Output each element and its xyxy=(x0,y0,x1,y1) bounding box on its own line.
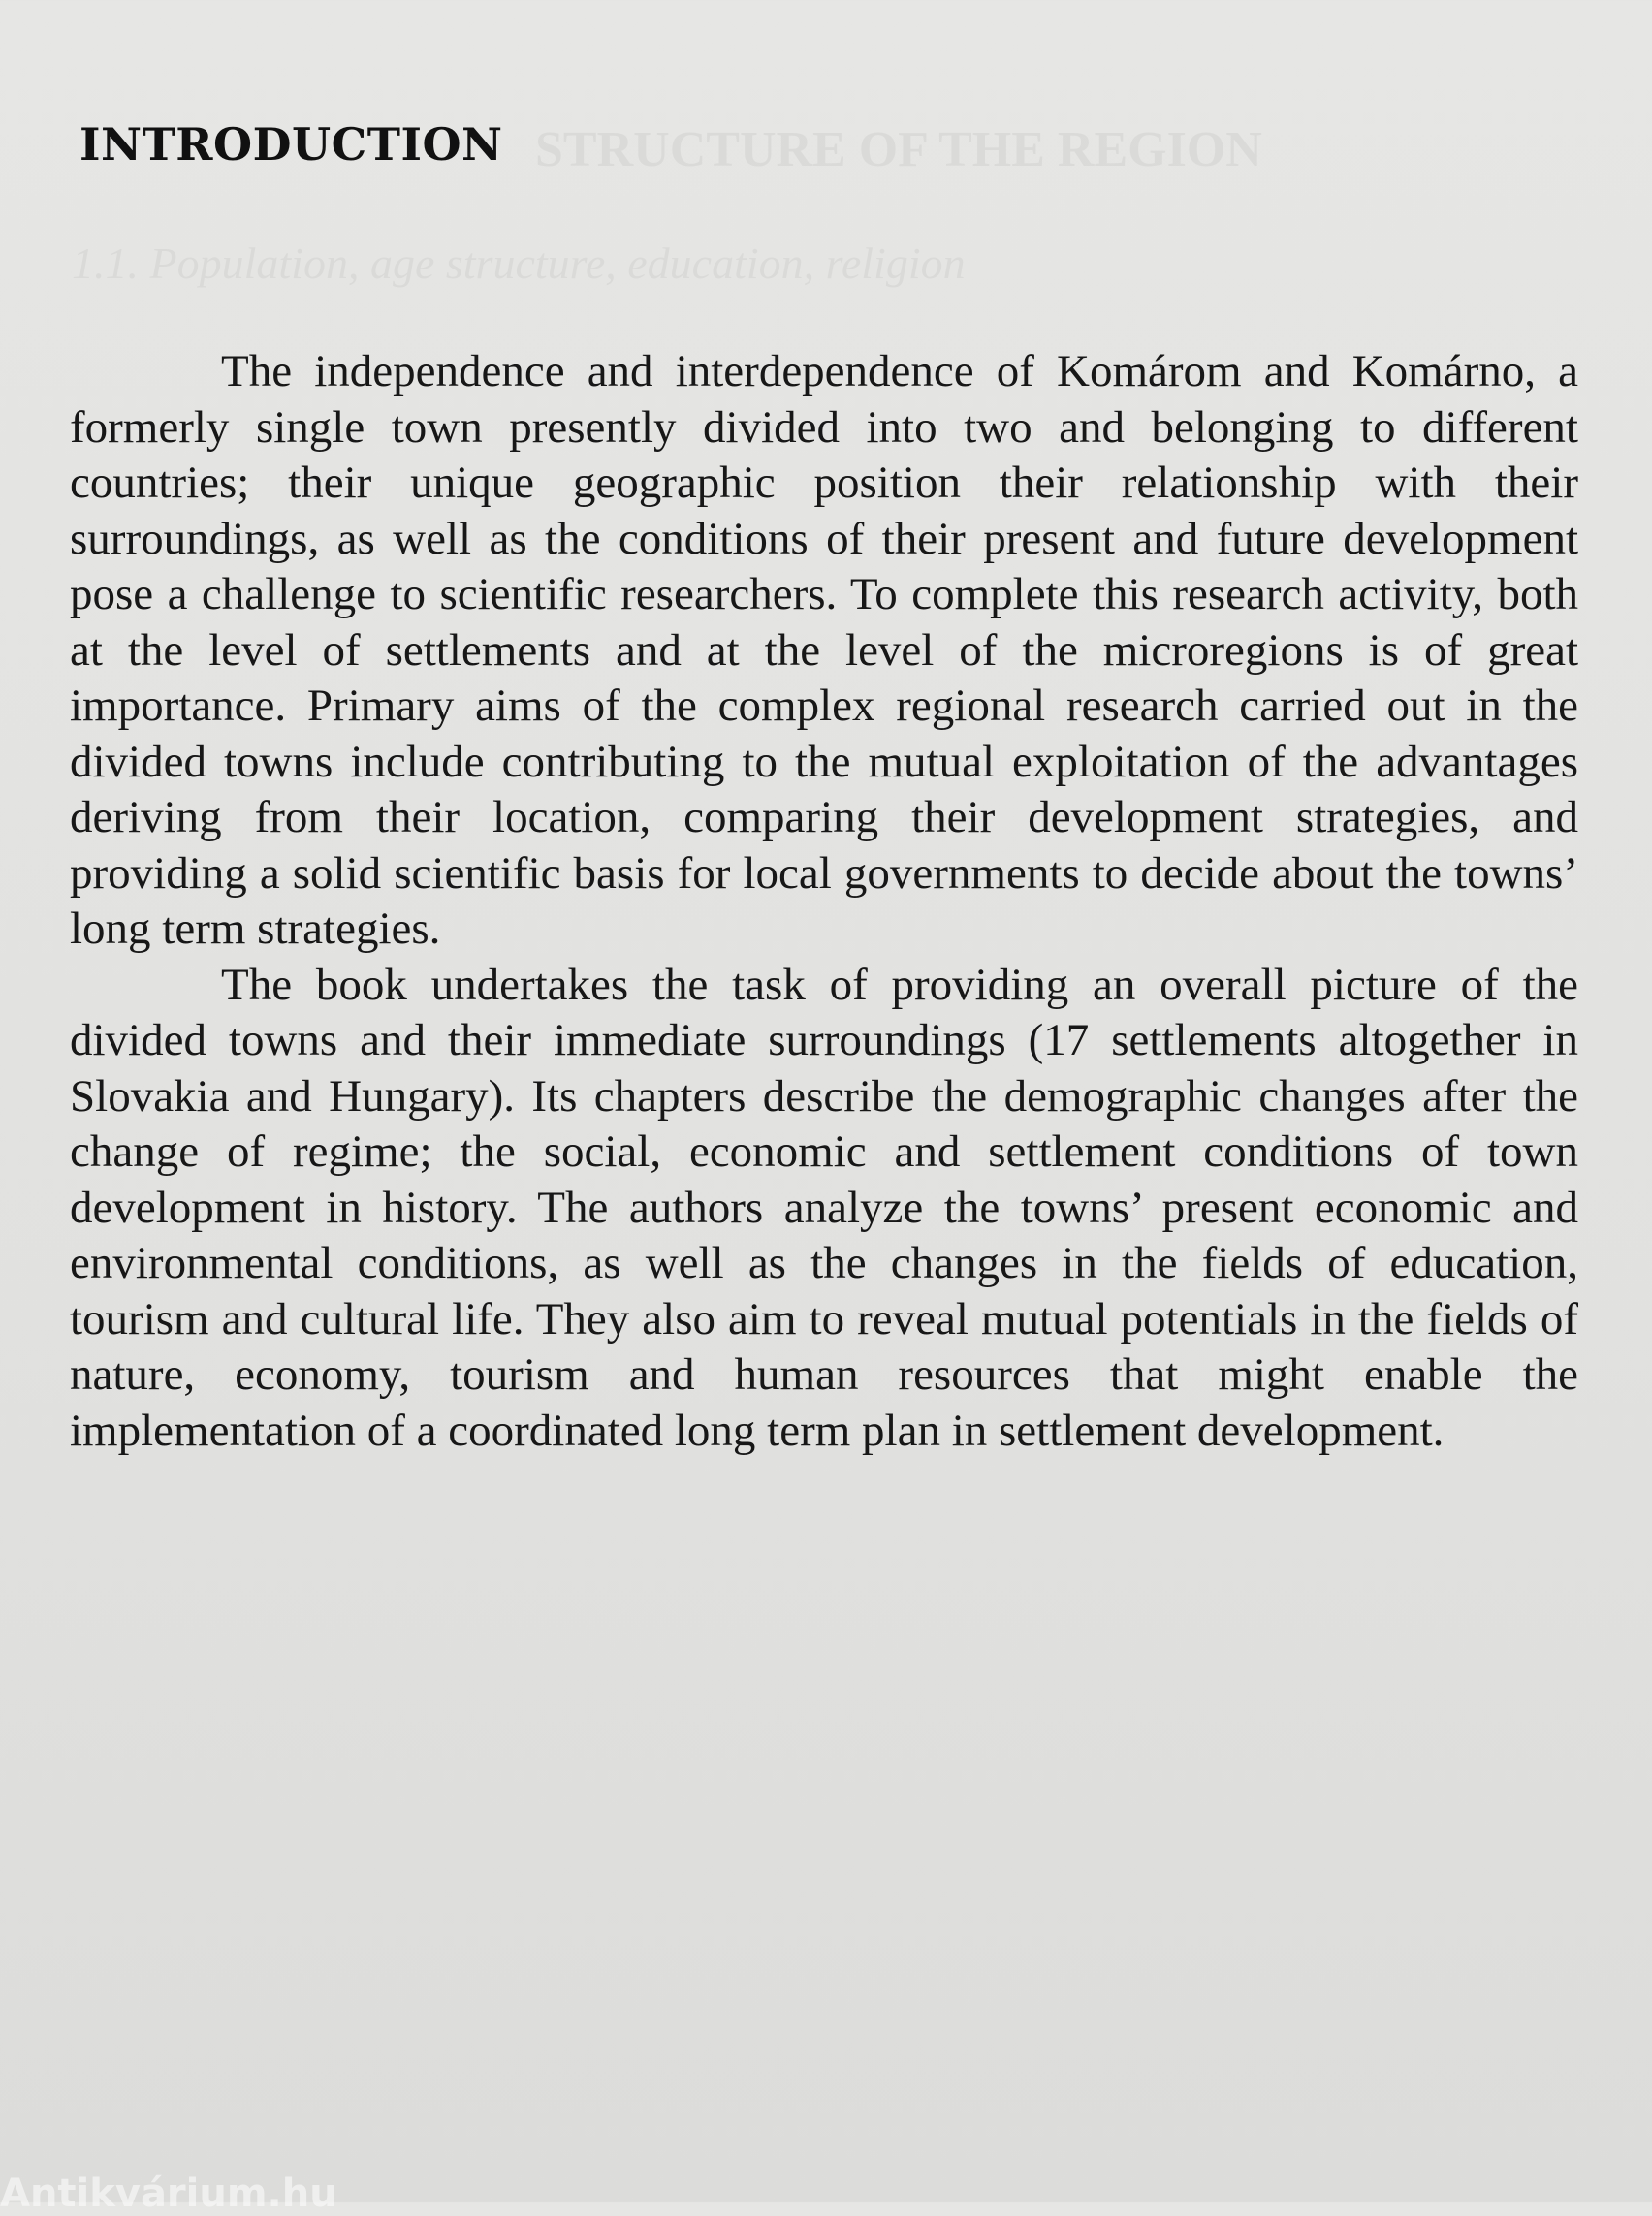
paragraph-2: The book undertakes the task of providing an overall picture of the divided towns and their immediate surroundings (17 settlements altogether in Slovakia and Hungary). Its chapters describe the demographic changes after the change of regime; the social, economic and settlement conditions of town development in history. The authors analyze the towns’ present economic and environmental conditions, as well as the changes in the fields of education, tourism and cultural life. They also aim to reveal mutual potentials in the fields of nature, economy, tourism and human resources that might enable the implementation of a coordinated long term plan in settlement development. xyxy=(70,959,1578,1456)
page-title: INTRODUCTION xyxy=(79,118,503,171)
body-text xyxy=(70,344,1578,1459)
paragraph-1: The independence and interdependence of Komárom and Komárno, a formerly single town presently divided into two and belonging to different countries; their unique geographic position their relationship with their surroundings, as well as the conditions of their present and future development pose a challenge to scientific researchers. To complete this research activity, both at the level of settlements and at the level of the microregions is of great importance. Primary aims of the complex regional research carried out in the divided towns include contributing to the mutual exploitation of the advantages deriving from their location, comparing their development strategies, and providing a solid scientific basis for local governments to decide about the towns’ long term strategies. xyxy=(70,346,1578,954)
bleed-through-subtitle xyxy=(72,237,966,289)
watermark-logo: Antikvárium.hu xyxy=(0,2171,337,2216)
bleed-through-title xyxy=(535,121,1262,178)
